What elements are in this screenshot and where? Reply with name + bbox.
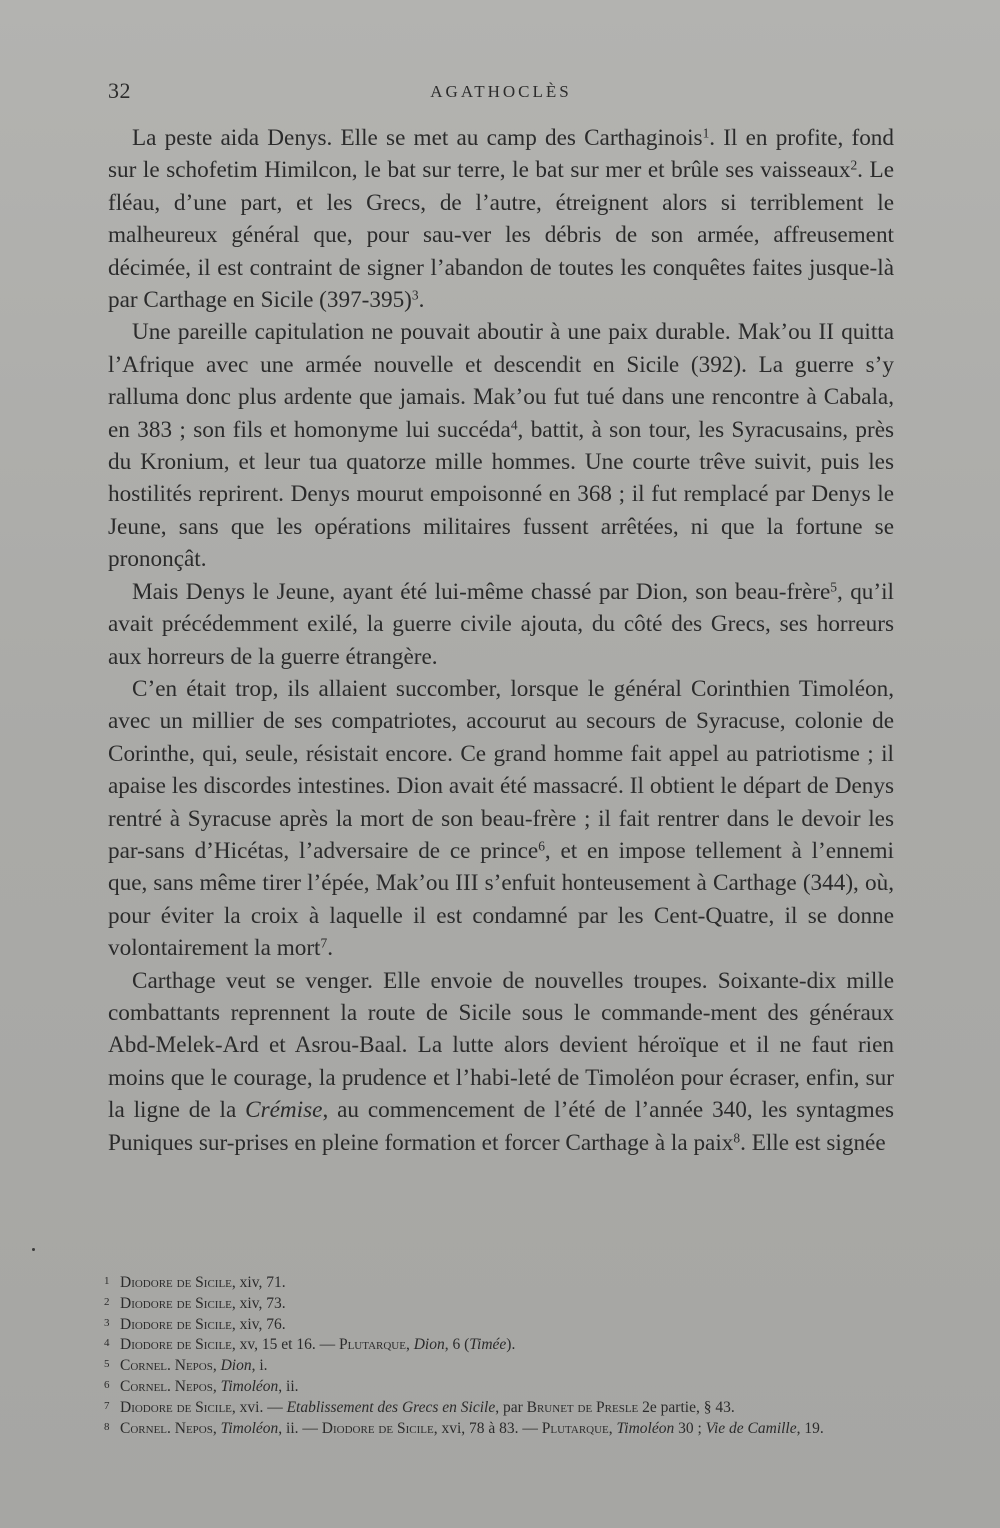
footnote-number: 7 xyxy=(104,1399,110,1412)
footnote-number: 5 xyxy=(104,1358,110,1371)
page-number: 32 xyxy=(108,78,131,103)
footnote: 1 Diodore de Sicile, xiv, 71. xyxy=(104,1274,286,1291)
footnote-ref: 1 xyxy=(702,125,710,141)
footnote: 3 Diodore de Sicile, xiv, 76. xyxy=(104,1315,286,1333)
footnotes xyxy=(102,1272,892,1438)
footnote: 2 Diodore de Sicile, xiv, 73. xyxy=(104,1294,286,1312)
main-text xyxy=(108,122,894,1159)
footnote-number: 6 xyxy=(104,1378,110,1391)
paragraph: C’en était trop, ils allaient succomber, lorsque le général Corinthien Timoléon, avec un millier de ses compatriotes, accourut au secours de Syracuse, colonie de Corinthe, qui, seule, résistait encore. Ce grand homme fait appel au patriotisme ; il apaise les discordes intestines. Dion avait été massacré. Il obtient le départ de Denys rentré à Syracuse après la mort de son beau-frère ; il fait rentrer dans le devoir les par-sans d’Hicétas, l’adversaire de ce prince$^6$, et en impose tellement à l’ennemi que, sans même tirer l’épée, Mak’ou III s’enfuit honteusement à Carthage (344), où, pour éviter la croix à laquelle il est condamné par les Cent-Quatre, il se donne volontairement la mort$^7$. xyxy=(108,675,894,962)
running-title: AGATHOCLÈS xyxy=(430,82,572,101)
paragraph: Mais Denys le Jeune, ayant été lui-même chassé par Dion, son beau-frère$^5$, qu’il avait précédemment exilé, la guerre civile ajouta, du côté des Grecs, ses horreurs aux horreurs de la guerre étrangère. xyxy=(108,578,894,670)
footnote-ref: 7 xyxy=(320,935,328,951)
footnote-ref: 4 xyxy=(510,417,518,433)
footnote-ref: 5 xyxy=(830,579,837,595)
footnote: 5 Cornel. Nepos, Dion, i. xyxy=(104,1357,268,1375)
paragraph: Une pareille capitulation ne pouvait aboutir à une paix durable. Mak’ou II quitta l’Afrique avec une armée nouvelle et descendit en Sicile (392). La guerre s’y ralluma donc plus ardente que jamais. Mak’ou fut tué dans une rencontre à Cabala, en 383 ; son fils et homonyme lui succéda$^4$, battit, à son tour, les Syracusains, près du Kronium, et leur tua quatorze mille hommes. Une courte trêve suivit, puis les hostilités reprirent. Denys mourut empoisonné en 368 ; il fut remplacé par Denys le Jeune, sans que les opérations militaires fussent arrêtées, ni que la fortune se prononçât. xyxy=(108,319,895,573)
footnote-ref: 6 xyxy=(538,838,545,854)
footnote-number: 1 xyxy=(104,1275,110,1287)
page-header xyxy=(108,78,894,108)
footnote-ref: 8 xyxy=(733,1130,741,1146)
italic-term: Crémise xyxy=(245,1097,323,1124)
footnote-number: 4 xyxy=(104,1337,110,1350)
footnote-ref: 2 xyxy=(850,158,858,174)
footnote-ref: 3 xyxy=(411,287,419,303)
footnote: 7 Diodore de Sicile, xvi. — Etablissement des Grecs en Sicile, par Brunet de Presle 2e partie, § 43. xyxy=(104,1398,735,1416)
paragraph: Carthage veut se venger. Elle envoie de nouvelles troupes. Soixante-dix mille combattants reprennent la route de Sicile sous le commande-ment des généraux Abd-Melek-Ard et Asrou-Baal. La lutte alors devient héroïque et il ne faut rien moins que le courage, la prudence et l’habi-leté de Timoléon pour écraser, enfin, sur la ligne de la Crémise, au commencement de l’été de l’année 340, les syntagmes Puniques sur-prises en pleine formation et forcer Carthage à la paix$^8$. Elle est signée xyxy=(108,967,895,1156)
footnote: 8 Cornel. Nepos, Timoléon, ii. — Diodore de Sicile, xvi, 78 à 83. — Plutarque, Timoléon 30 ; Vie de Camille, 19. xyxy=(104,1419,824,1437)
footnote: 4 Diodore de Sicile, xv, 15 et 16. — Plutarque, Dion, 6 (Timée). xyxy=(104,1336,516,1354)
footnote-number: 8 xyxy=(104,1420,110,1433)
paper-speck xyxy=(32,1248,35,1251)
paragraph: La peste aida Denys. Elle se met au camp des Carthaginois$^1$. Il en profite, fond sur le schofetim Himilcon, le bat sur terre, le bat sur mer et brûle ses vaisseaux$^2$. Le fléau, d’une part, et les Grecs, de l’autre, étreignent alors si terriblement le malheureux général que, pour sau-ver les débris de son armée, affreusement décimée, il est contraint de signer l’abandon de toutes les conquêtes faites jusque-là par Carthage en Sicile $(397-395)^3$. xyxy=(108,125,894,314)
footnote-number: 3 xyxy=(104,1316,110,1329)
footnote: 6 Cornel. Nepos, Timoléon, ii. xyxy=(104,1377,299,1395)
footnote-number: 2 xyxy=(104,1295,110,1308)
